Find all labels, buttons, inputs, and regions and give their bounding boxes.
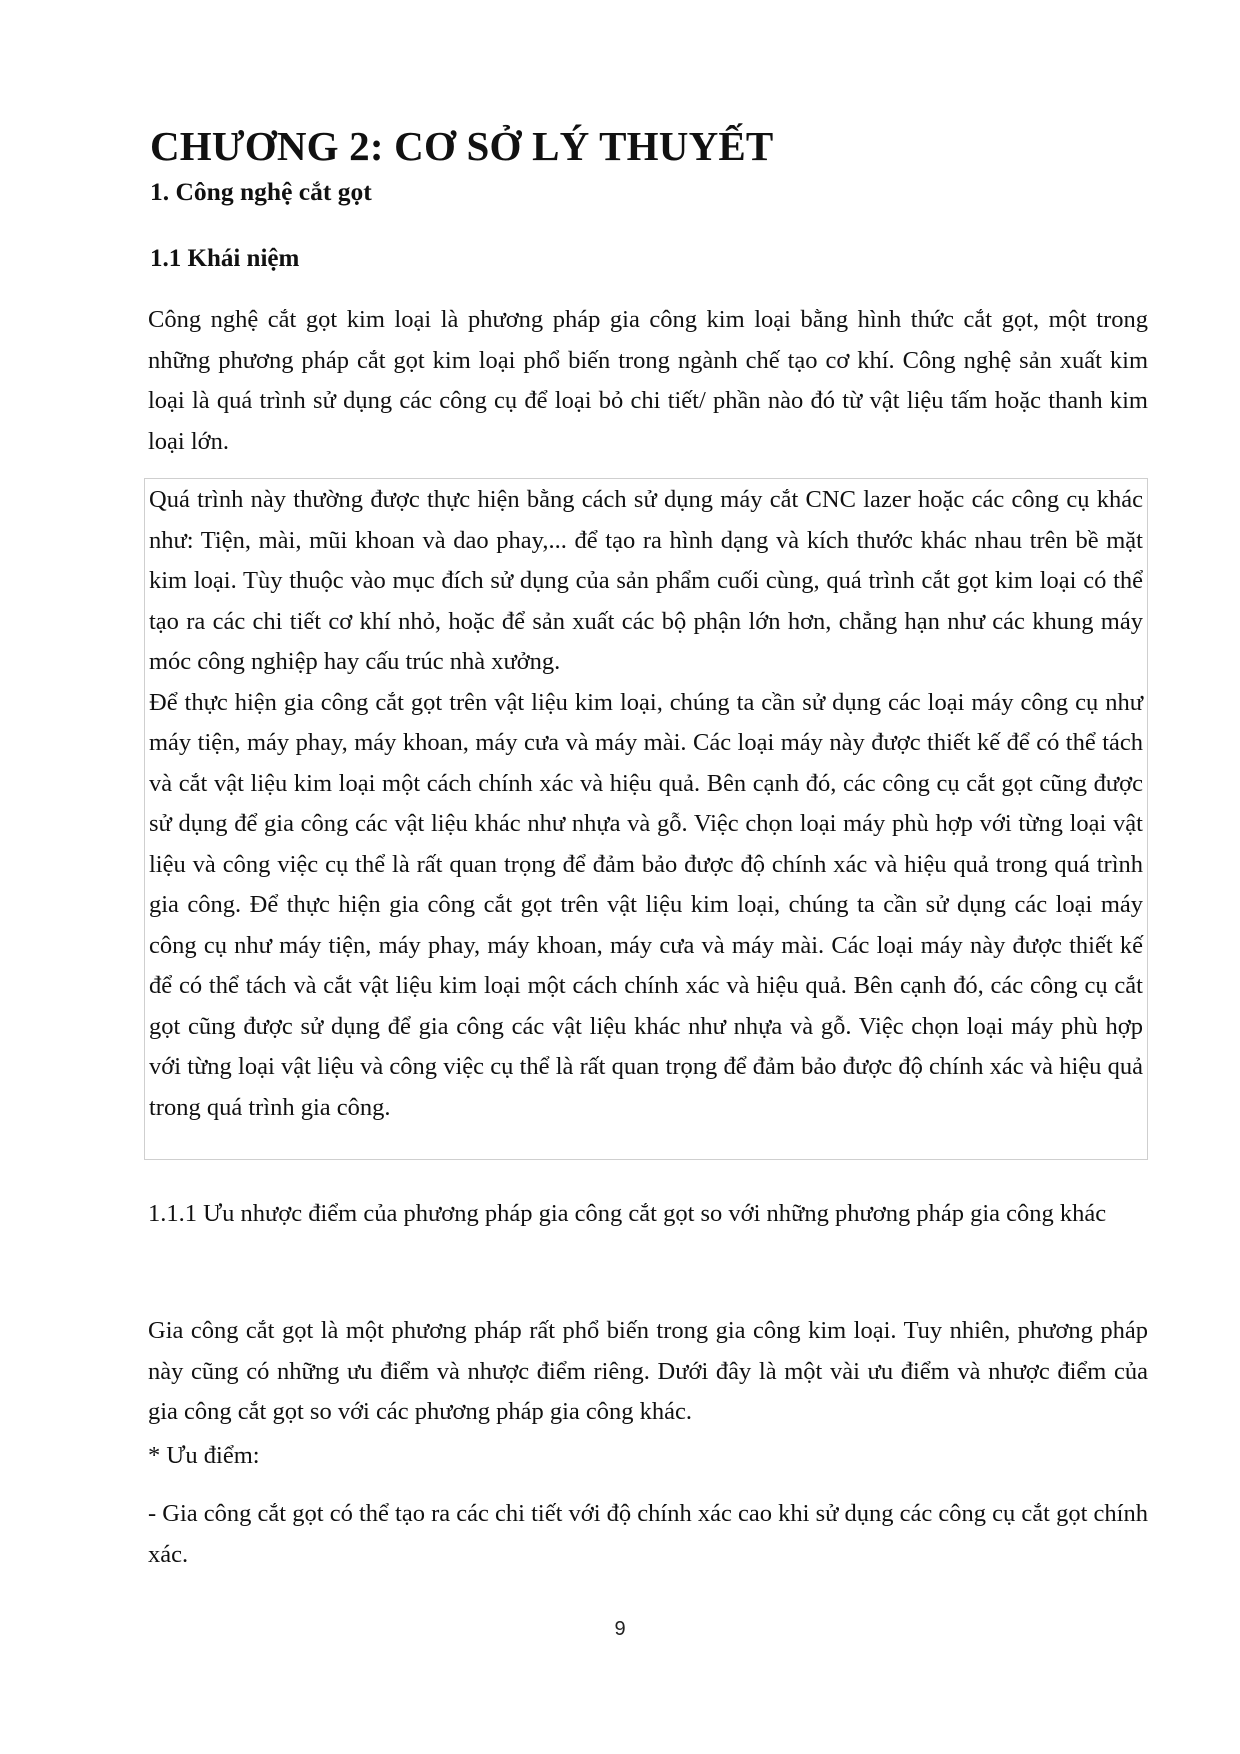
boxed-paragraph-1: Quá trình này thường được thực hiện bằng cách sử dụng máy cắt CNC lazer hoặc các công cụ khác như: Tiện, mài, mũi khoan và dao phay,... để tạo ra hình dạng và kích thước khác nhau trên bề mặt kim loại. Tùy thuộc vào mục đích sử dụng của sản phẩm cuối cùng, quá trình cắt gọt kim loại có thể tạo ra các chi tiết cơ khí nhỏ, hoặc để sản xuất các bộ phận lớn hơn, chẳng hạn như các khung máy móc công nghiệp hay cấu trúc nhà xưởng. — [149, 486, 1143, 675]
subsection-1-1-1-heading: 1.1.1 Ưu nhược điểm của phương pháp gia công cắt gọt so với những phương pháp gia công khác — [148, 1200, 1107, 1227]
bordered-text-block — [144, 478, 1148, 1160]
section-title: 1. Công nghệ cắt gọt — [150, 177, 372, 206]
page-number: 9 — [614, 1618, 626, 1640]
advantage-item: - Gia công cắt gọt có thể tạo ra các chi tiết với độ chính xác cao khi sử dụng các công cụ cắt gọt chính xác. — [148, 1500, 1148, 1568]
advantages-label: * Ưu điểm: — [148, 1442, 260, 1469]
boxed-paragraph-2: Để thực hiện gia công cắt gọt trên vật liệu kim loại, chúng ta cần sử dụng các loại máy công cụ như máy tiện, máy phay, máy khoan, máy cưa và máy mài. Các loại máy này được thiết kế để có thể tách và cắt vật liệu kim loại một cách chính xác và hiệu quả. Bên cạnh đó, các công cụ cắt gọt cũng được sử dụng để gia công các vật liệu khác như nhựa và gỗ. Việc chọn loại máy phù hợp với từng loại vật liệu và công việc cụ thể là rất quan trọng để đảm bảo được độ chính xác và hiệu quả trong quá trình gia công. Để thực hiện gia công cắt gọt trên vật liệu kim loại, chúng ta cần sử dụng các loại máy công cụ như máy tiện, máy phay, máy khoan, máy cưa và máy mài. Các loại máy này được thiết kế để có thể tách và cắt vật liệu kim loại một cách chính xác và hiệu quả. Bên cạnh đó, các công cụ cắt gọt cũng được sử dụng để gia công các vật liệu khác như nhựa và gỗ. Việc chọn loại máy phù hợp với từng loại vật liệu và công việc cụ thể là rất quan trọng để đảm bảo được độ chính xác và hiệu quả trong quá trình gia công. — [149, 688, 1143, 1121]
chapter-title: CHƯƠNG 2: CƠ SỞ LÝ THUYẾT — [150, 123, 774, 169]
overview-paragraph: Gia công cắt gọt là một phương pháp rất phổ biến trong gia công kim loại. Tuy nhiên, phương pháp này cũng có những ưu điểm và nhược điểm riêng. Dưới đây là một vài ưu điểm và nhược điểm của gia công cắt gọt so với các phương pháp gia công khác. — [148, 1317, 1148, 1425]
intro-paragraph: Công nghệ cắt gọt kim loại là phương pháp gia công kim loại bằng hình thức cắt gọt, một trong những phương pháp cắt gọt kim loại phổ biến trong ngành chế tạo cơ khí. Công nghệ sản xuất kim loại là quá trình sử dụng các công cụ để loại bỏ chi tiết/ phần nào đó từ vật liệu tấm hoặc thanh kim loại lớn. — [148, 306, 1148, 455]
subsection-heading: 1.1 Khái niệm — [150, 245, 300, 272]
